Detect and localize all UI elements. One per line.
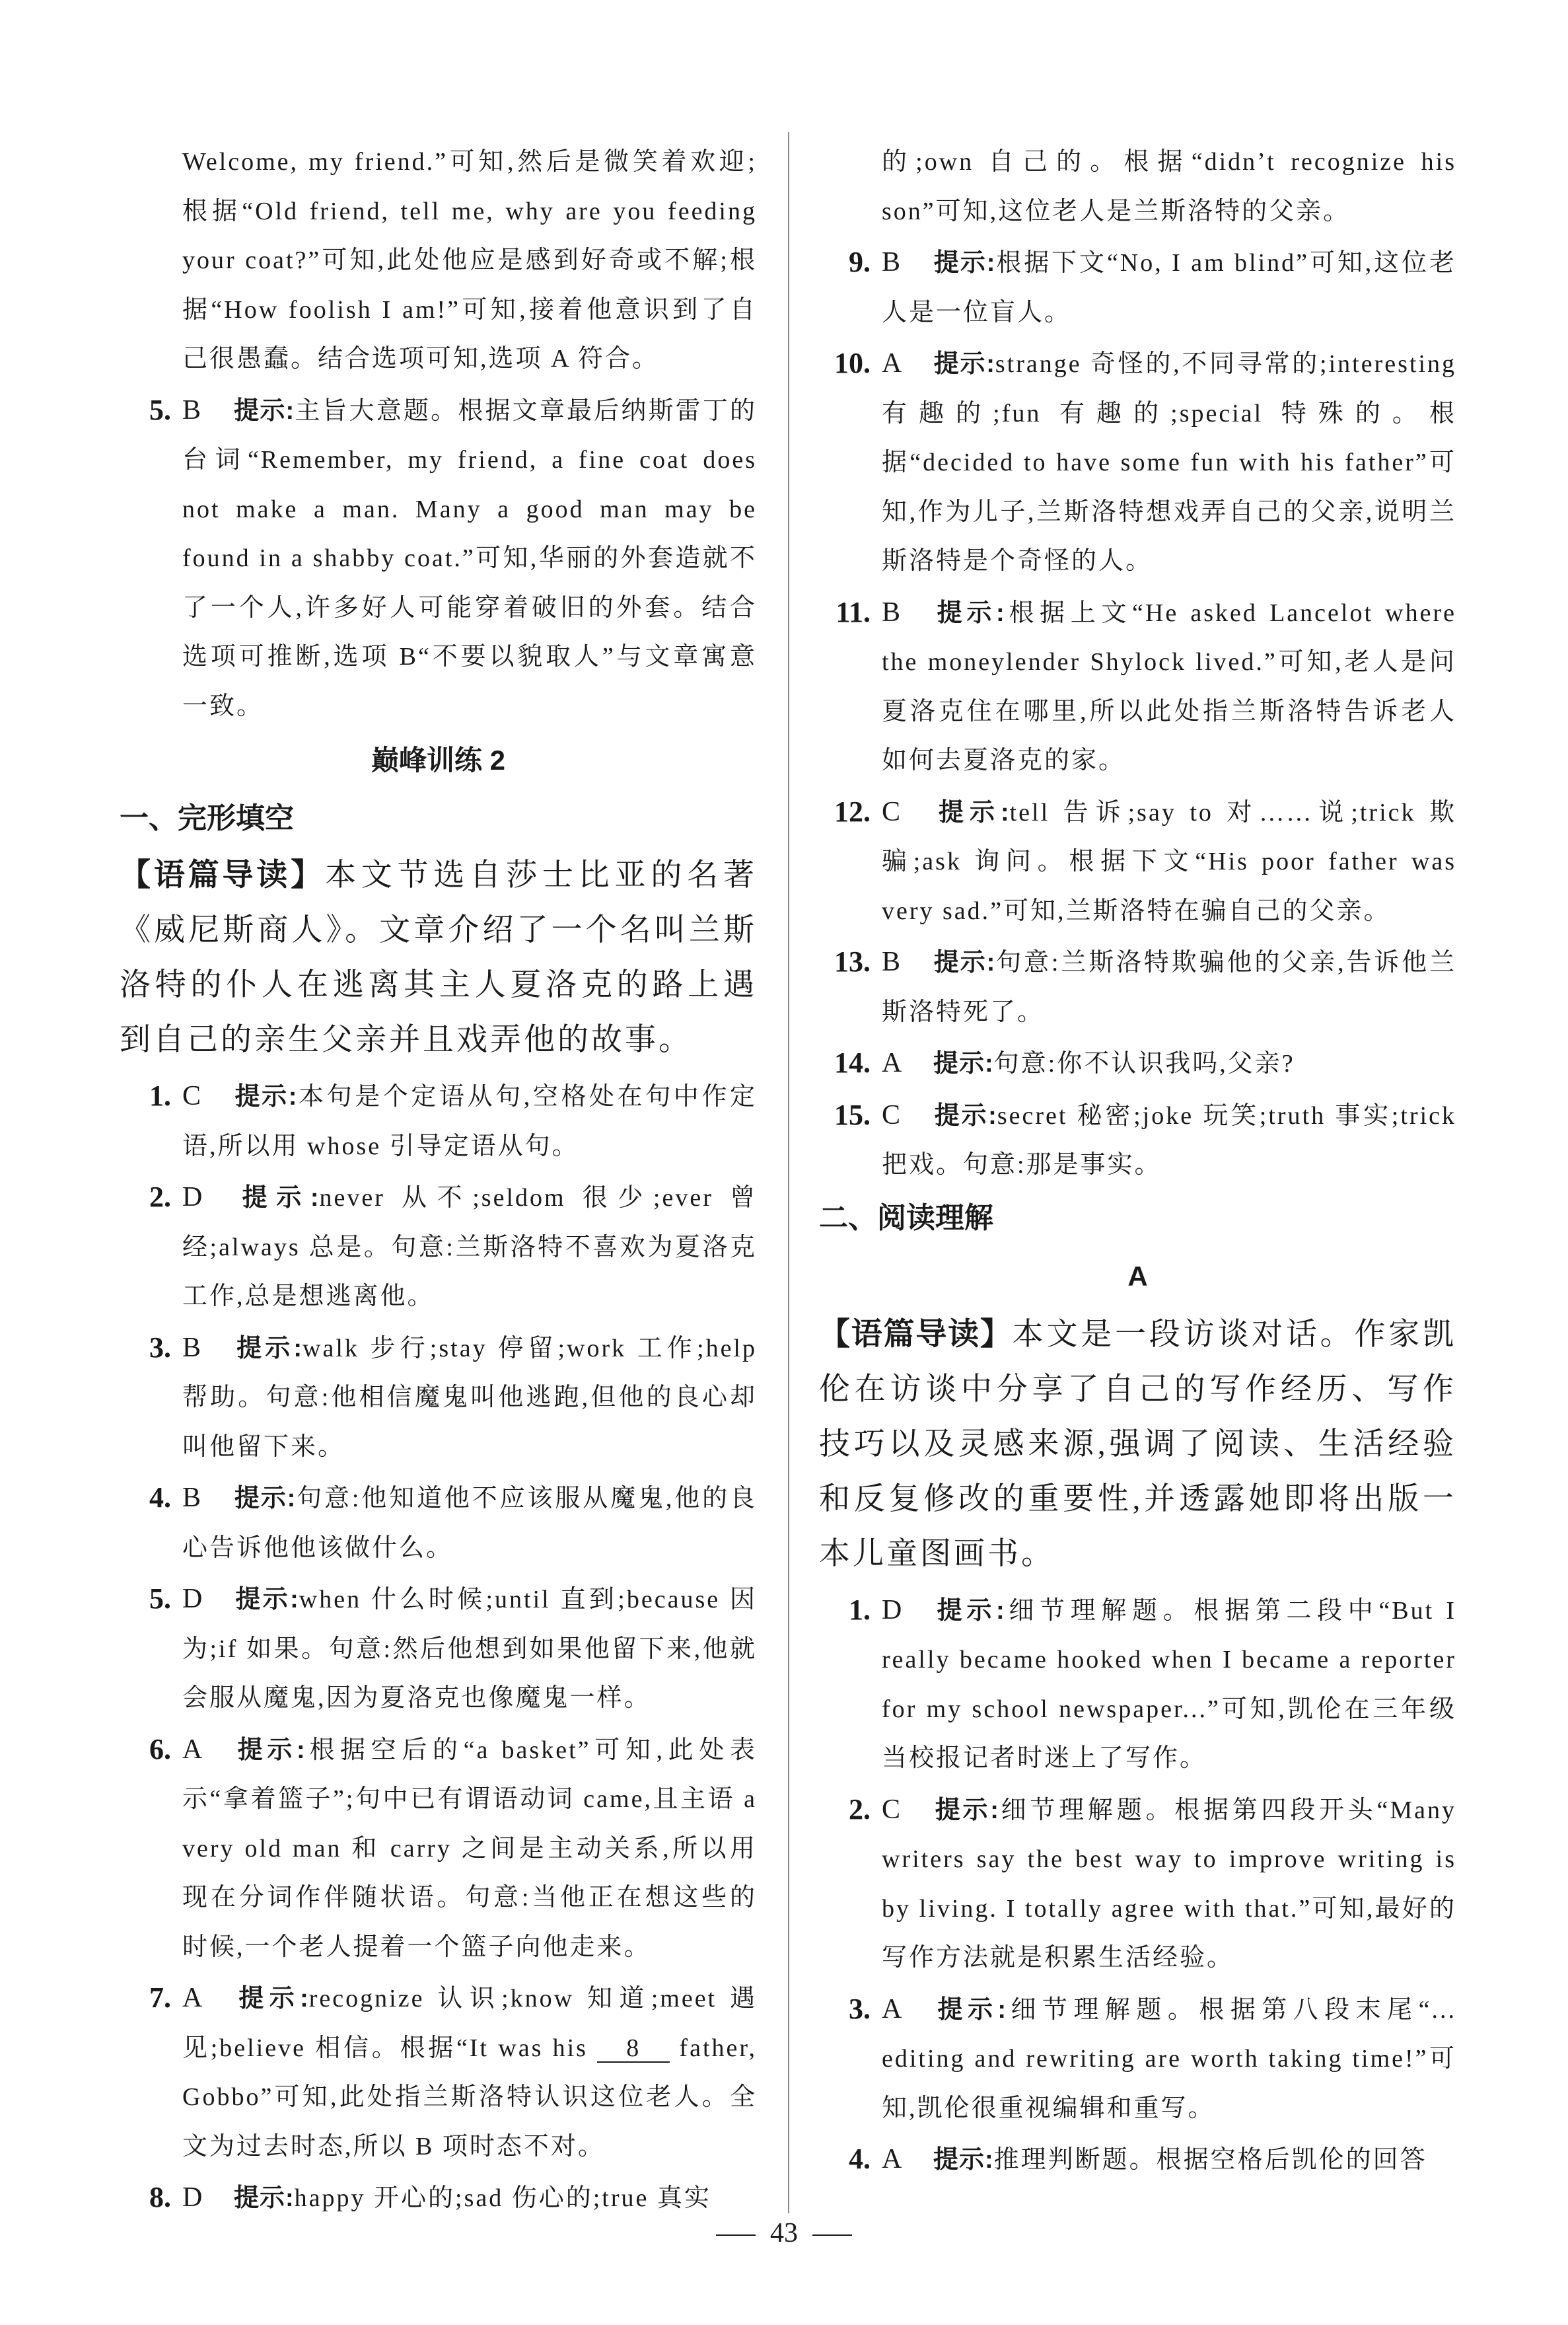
- answer-item: [819, 938, 1456, 1037]
- answer-item: [819, 1586, 1456, 1783]
- page-footer: [0, 2217, 1568, 2249]
- guide-text: 本文是一段访谈对话。作家凯伦在访谈中分享了自己的写作经历、写作技巧以及灵感来源,强调了阅读、生活经验和反复修改的重要性,并透露她即将出版一本儿童图画书。: [819, 1317, 1457, 1571]
- answer-item: [819, 588, 1456, 786]
- answer-letter: D: [182, 1584, 203, 1614]
- answer-item: [819, 788, 1456, 936]
- answer-item: [819, 1039, 1456, 1089]
- column-divider: [788, 132, 789, 2213]
- answer-item: [819, 1985, 1456, 2133]
- hint-label: 提示:: [933, 1796, 999, 1824]
- question-number: 2.: [849, 1792, 871, 1826]
- previous-answer-list: [120, 386, 757, 731]
- question-number: 5.: [149, 393, 171, 426]
- footer-dash: [812, 2234, 852, 2236]
- question-number: 4.: [849, 2143, 871, 2175]
- hint-label: 提示:: [933, 350, 995, 378]
- hint-label: 提示:: [234, 1985, 309, 2012]
- question-number: 1.: [149, 1080, 171, 1112]
- answer-item: [120, 1725, 757, 1972]
- answer-letter: A: [182, 1734, 203, 1765]
- question-number: 5.: [149, 1582, 171, 1615]
- hint-label: 提示:: [234, 1586, 299, 1613]
- hint-text: never 从不;seldom 很少;ever 曾经;always 总是。句意:兰斯洛特不喜欢为夏洛克工作,总是想逃离他。: [182, 1184, 757, 1310]
- hint-text: tell 告诉;say to 对……说;trick 欺骗;ask 询问。根据下文“His poor father was very sad.”可知,兰斯洛特在骗自己的父亲。: [882, 798, 1456, 925]
- answer-item: [120, 1473, 757, 1572]
- answer-letter: B: [182, 394, 201, 425]
- answer-letter: B: [182, 1483, 201, 1513]
- question-number: 15.: [834, 1098, 871, 1131]
- answer-letter: D: [182, 1182, 203, 1212]
- answer-letter: C: [882, 1794, 901, 1825]
- question-number: 12.: [834, 795, 871, 828]
- hint-label: 提示:: [933, 1995, 1007, 2024]
- hint-text: 句意:他知道他不应该服从魔鬼,他的良心告诉他他该做什么。: [182, 1485, 758, 1562]
- hint-label: 提示:: [933, 1596, 1005, 1625]
- answer-item: [120, 2173, 757, 2223]
- answer-item: [819, 339, 1456, 586]
- cloze-answer-list: [120, 1072, 757, 2223]
- answer-item: [819, 238, 1456, 337]
- passage-guide: [120, 847, 757, 1068]
- hint-label: 提示:: [933, 1050, 994, 1078]
- hint-label: 提示:: [234, 396, 295, 425]
- question-number: 14.: [834, 1047, 871, 1079]
- answer-letter: C: [182, 1081, 201, 1111]
- answer-item: [120, 1323, 757, 1472]
- hint-text: 句意:兰斯洛特欺骗他的父亲,告诉他兰斯洛特死了。: [882, 949, 1457, 1026]
- hint-text: when 什么时候;until 直到;because 因为;if 如果。句意:然后他想到如果他留下来,他就会服从魔鬼,因为夏洛克也像魔鬼一样。: [182, 1586, 757, 1712]
- answer-item: [819, 1785, 1456, 1983]
- cloze-answer-list-continued: [819, 238, 1456, 1190]
- passage-label: A: [1127, 1260, 1148, 1292]
- answer-letter: B: [882, 247, 901, 277]
- answer-item: [120, 1072, 757, 1171]
- answer-letter: C: [882, 1099, 901, 1130]
- section-heading-reading: 二、阅读理解: [819, 1201, 993, 1234]
- hint-text: 根据下文“No, I am blind”可知,这位老人是一位盲人。: [882, 249, 1456, 326]
- hint-label: 提示:: [234, 1736, 306, 1764]
- hint-label: 提示:: [933, 949, 996, 977]
- answer-letter: B: [182, 1332, 201, 1363]
- hint-label: 提示:: [234, 1083, 298, 1111]
- passage-guide: [819, 1306, 1456, 1582]
- hint-text: 根据上文“He asked Lancelot where the moneylender Shylock lived.”可知,老人是问夏洛克住在哪里,所以此处指兰斯洛特告诉老人如何去夏洛克的家。: [882, 599, 1456, 774]
- answer-letter: A: [882, 1993, 902, 2024]
- left-column: [120, 137, 757, 2223]
- question-number: 8.: [149, 2181, 171, 2213]
- hint-text: 推理判断题。根据空格后凯伦的回答: [993, 2146, 1427, 2174]
- hint-text: strange 奇怪的,不同寻常的;interesting 有趣的;fun 有趣的;special 特殊的。根据“decided to have some fun with his father”可知,作为儿子,兰斯洛特想戏弄自己的父亲,说明兰斯洛特是个奇怪的人。: [882, 350, 1457, 575]
- question-number: 2.: [149, 1181, 171, 1213]
- answer-letter: B: [882, 597, 901, 628]
- right-column: [819, 137, 1456, 2185]
- answer-item: [120, 1574, 757, 1723]
- hint-label: 提示:: [933, 1101, 997, 1130]
- page-number: 43: [770, 2218, 798, 2248]
- exercise-heading: 巅峰训练 2: [371, 745, 506, 776]
- question-number: 10.: [834, 347, 871, 379]
- hint-text: walk 步行;stay 停留;work 工作;help 帮助。句意:他相信魔鬼叫他逃跑,但他的良心却叫他留下来。: [182, 1334, 757, 1461]
- hint-text: 主旨大意题。根据文章最后纳斯雷丁的台词“Remember, my friend, a fine coat does not make a man. Many a good man may be found in a shabby coat.”可知,华丽的外套造就不了一个人,许多好人可能穿着破旧的外套。结合选项可推断,选项 B“不要以貌取人”与文章寓意一致。: [182, 396, 757, 720]
- hint-text: 细节理解题。根据第八段末尾“... editing and rewriting are worth taking time!”可知,凯伦很重视编辑和重写。: [882, 1995, 1456, 2122]
- question-number: 9.: [849, 246, 871, 278]
- hint-text: 句意:你不认识我吗,父亲?: [993, 1050, 1295, 1078]
- footer-dash: [716, 2234, 756, 2236]
- hint-text: 本句是个定语从句,空格处在句中作定语,所以用 whose 引导定语从句。: [182, 1083, 757, 1160]
- hint-text: 根据空后的“a basket”可知,此处表示“拿着篮子”;句中已有谓语动词 came,且主语 a very old man 和 carry 之间是主动关系,所以用现在分词作伴随状语。句意:当他正在想这些的时候,一个老人提着一个篮子向他走来。: [182, 1736, 757, 1961]
- hint-label: 提示:: [234, 2184, 295, 2212]
- hint-label: 提示:: [933, 2146, 994, 2174]
- hint-text: secret 秘密;joke 玩笑;truth 事实;trick 把戏。句意:那是事实。: [882, 1101, 1456, 1179]
- hint-label: 提示:: [234, 1485, 297, 1512]
- reading-answer-list: [819, 1586, 1456, 2185]
- continued-hint-text: Welcome, my friend.”可知,然后是微笑着欢迎;根据“Old friend, tell me, why are you feeding your coat?”可知,此处他应是感到好奇或不解;根据“How foolish I am!”可知,接着他意识到了自己很愚蠢。结合选项可知,选项 A 符合。: [182, 148, 757, 373]
- hint-label: 提示:: [234, 1334, 303, 1362]
- continued-hint-text: 的;own 自己的。根据“didn’t recognize his son”可知,这位老人是兰斯洛特的父亲。: [882, 148, 1456, 225]
- guide-label: 【语篇导读】: [120, 857, 325, 892]
- answer-letter: A: [882, 1048, 902, 1078]
- answer-item: [120, 1974, 757, 2171]
- answer-item: [120, 386, 757, 731]
- hint-label: 提示:: [933, 798, 1010, 827]
- answer-letter: D: [882, 1594, 902, 1625]
- hint-text: happy 开心的;sad 伤心的;true 真实: [294, 2184, 711, 2212]
- question-number: 6.: [149, 1732, 171, 1765]
- section-heading-cloze: 一、完形填空: [120, 802, 294, 834]
- hint-text: recognize 认识;know 知道;meet 遇见;believe 相信。根据“It was his: [182, 1985, 757, 2062]
- question-number: 3.: [149, 1331, 171, 1364]
- hint-text: 细节理解题。根据第二段中“But I really became hooked when I became a reporter for my school newspaper...”可知,凯伦在三年级当校报记者时迷上了写作。: [882, 1596, 1456, 1772]
- question-number: 3.: [849, 1992, 871, 2025]
- question-number: 1.: [849, 1593, 871, 1626]
- guide-label: 【语篇导读】: [819, 1315, 1013, 1351]
- question-number: 13.: [834, 945, 871, 978]
- answer-item: [819, 1091, 1456, 1190]
- hint-label: 提示:: [933, 249, 996, 277]
- answer-letter: B: [882, 947, 901, 977]
- answer-letter: A: [882, 348, 902, 379]
- hint-label: 提示:: [234, 1184, 320, 1212]
- hint-text: 细节理解题。根据第四段开头“Many writers say the best way to improve writing is by living. I totally agree with that.”可知,最好的写作方法就是积累生活经验。: [882, 1796, 1456, 1972]
- answer-letter: D: [182, 2182, 203, 2213]
- blank-number: 8: [597, 2035, 670, 2063]
- answer-letter: A: [882, 2144, 902, 2174]
- question-number: 7.: [149, 1981, 171, 2014]
- hint-text-after: father, Gobbo”可知,此处指兰斯洛特认识这位老人。全文为过去时态,所以 B 项时态不对。: [182, 2034, 758, 2160]
- answer-letter: C: [882, 796, 901, 827]
- question-number: 4.: [149, 1481, 171, 1514]
- guide-text: 本文节选自莎士比亚的名著《威尼斯商人》。文章介绍了一个名叫兰斯洛特的仆人在逃离其主人夏洛克的路上遇到自己的亲生父亲并且戏弄他的故事。: [120, 858, 758, 1057]
- hint-label: 提示:: [933, 599, 1005, 627]
- question-number: 11.: [836, 595, 871, 628]
- answer-item: [120, 1173, 757, 1321]
- answer-item: [819, 2135, 1456, 2185]
- answer-letter: A: [182, 1983, 203, 2013]
